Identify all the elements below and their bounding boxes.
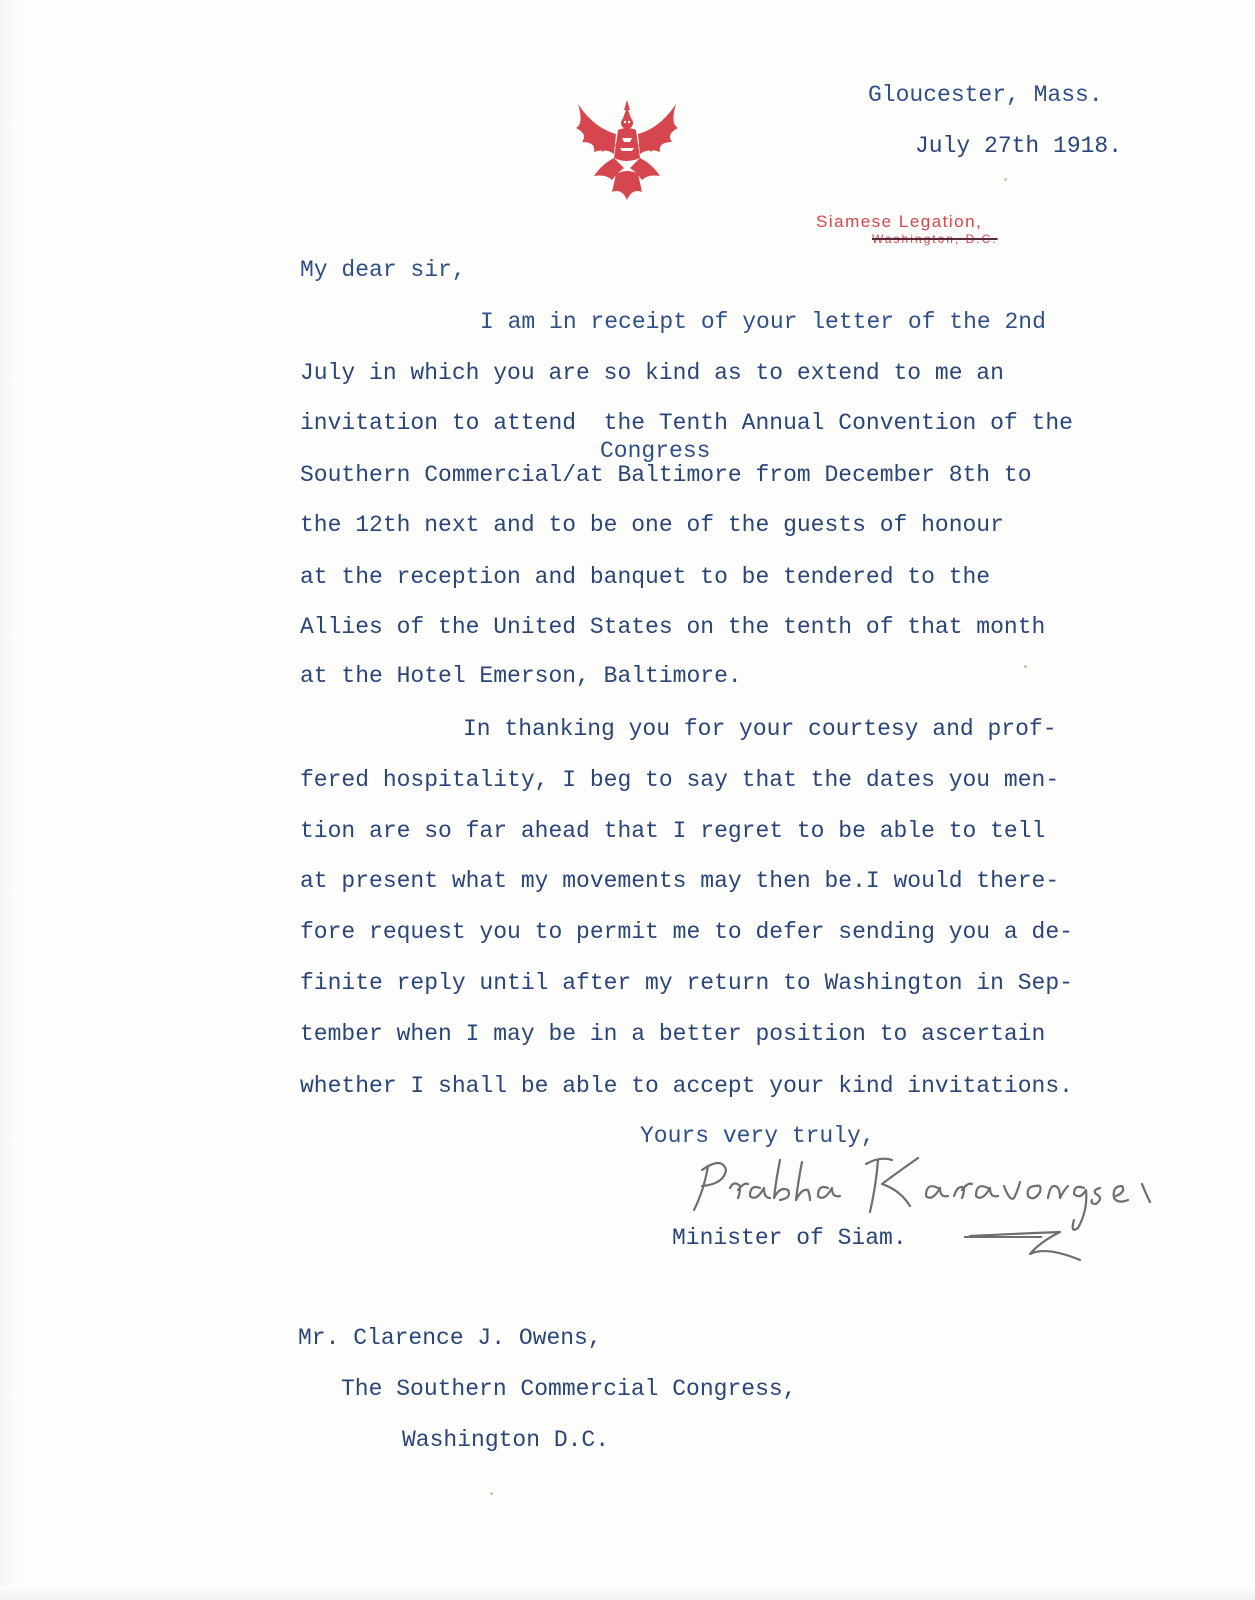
scan-bottom-edge (0, 1586, 1255, 1600)
legation-name: Siamese Legation, (816, 212, 983, 231)
recipient-name: Mr. Clarence J. Owens, (298, 1325, 602, 1351)
paragraph-2-line-3: tion are so far ahead that I regret to be able to tell (300, 818, 1046, 844)
paragraph-1-line-8: at the Hotel Emerson, Baltimore. (300, 663, 742, 689)
recipient-organization: The Southern Commercial Congress, (341, 1376, 797, 1402)
closing: Yours very truly, (640, 1123, 875, 1149)
paragraph-2-line-7: tember when I may be in a better position to ascertain (300, 1021, 1046, 1047)
paragraph-2-line-2: fered hospitality, I beg to say that the dates you men- (300, 767, 1060, 793)
paragraph-2-line-1: In thanking you for your courtesy and prof- (463, 716, 1057, 742)
recipient-city: Washington D.C. (402, 1427, 610, 1453)
paragraph-1-line-5: the 12th next and to be one of the guests of honour (300, 512, 1004, 538)
paragraph-2-line-6: finite reply until after my return to Washington in Sep- (300, 970, 1073, 996)
paragraph-2-line-8: whether I shall be able to accept your kind invitations. (300, 1073, 1073, 1099)
paragraph-1-line-2: July in which you are so kind as to extend to me an (300, 360, 1004, 386)
letter-date: July 27th 1918. (915, 133, 1123, 159)
paragraph-1-line-1: I am in receipt of your letter of the 2nd (480, 309, 1046, 335)
signature-title: Minister of Siam. (672, 1225, 907, 1251)
paper-speck (1024, 665, 1027, 668)
paper-speck (1004, 178, 1007, 181)
paragraph-1-line-4: Southern Commercial/at Baltimore from December 8th to (300, 462, 1032, 488)
paper-speck (490, 1492, 493, 1495)
garuda-emblem-icon (572, 98, 682, 202)
paragraph-1-line-7: Allies of the United States on the tenth of that month (300, 614, 1046, 640)
salutation: My dear sir, (300, 257, 466, 283)
sender-place: Gloucester, Mass. (868, 82, 1103, 108)
paragraph-2-line-5: fore request you to permit me to defer sending you a de- (300, 919, 1073, 945)
legation-city-struck: Washington, D.C. (872, 232, 998, 246)
paragraph-1-line-6: at the reception and banquet to be tendered to the (300, 564, 991, 590)
signature-flourish-line (964, 1236, 1042, 1238)
scan-left-edge (0, 0, 20, 1600)
insertion-congress: Congress (600, 438, 711, 464)
paragraph-1-line-3: invitation to attend the Tenth Annual Convention of the (300, 410, 1073, 436)
paragraph-2-line-4: at present what my movements may then be.I would there- (300, 868, 1060, 894)
